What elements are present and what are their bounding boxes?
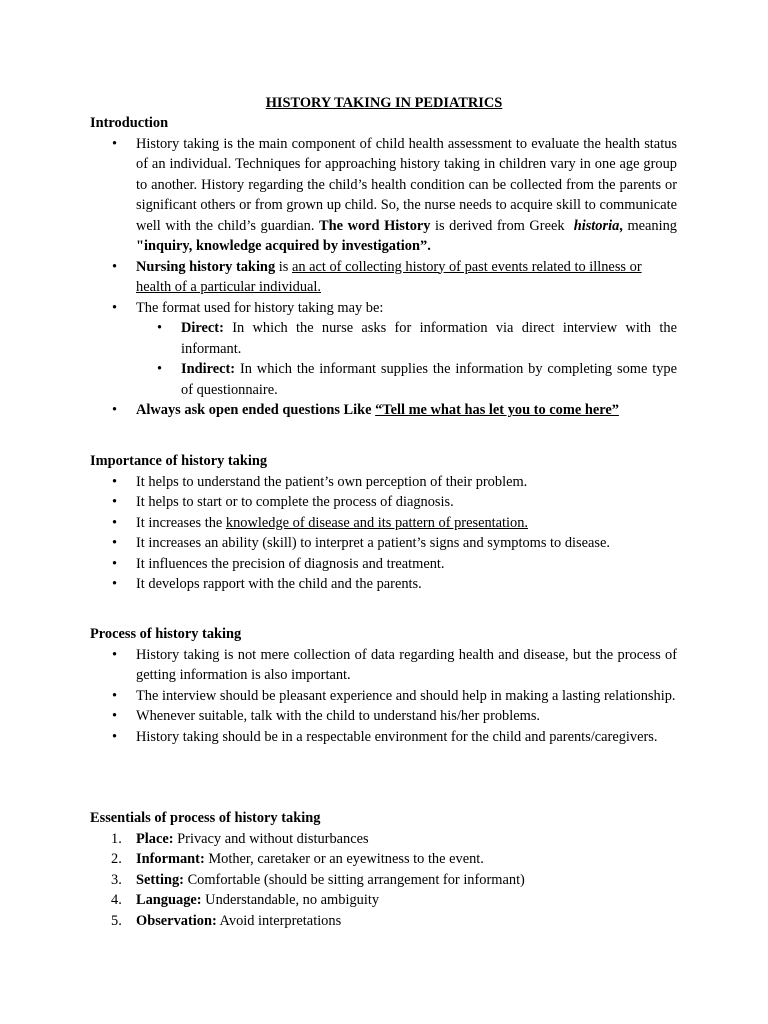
nursing-history-term: Nursing history taking: [136, 258, 276, 275]
process-text: History taking is not mere collection of data regarding health and disease, but the process of getting information is also important.: [136, 646, 677, 683]
importance-text: It increases an ability (skill) to interpret a patient’s signs and symptoms to disease.: [136, 535, 610, 551]
format-text: The format used for history taking may be:: [136, 299, 384, 316]
item-number: 1.: [111, 830, 122, 847]
list-item: [90, 533, 677, 554]
importance-list: [90, 472, 677, 595]
list-item: [90, 686, 677, 707]
importance-text: It influences the precision of diagnosis and treatment.: [136, 555, 445, 572]
intro-quote: "inquiry, knowledge acquired by investigation”.: [136, 238, 431, 254]
process-text: History taking should be in a respectable environment for the child and parents/caregivers.: [136, 728, 658, 745]
intro-bold-term: The word History: [319, 217, 431, 234]
page-title: HISTORY TAKING IN PEDIATRICS: [265, 95, 503, 111]
importance-underlined: knowledge of disease and its pattern of presentation.: [225, 514, 529, 531]
bullet-icon: •: [112, 687, 118, 704]
list-item: [90, 645, 677, 686]
bullet-icon: •: [112, 576, 118, 592]
importance-heading: Importance of history taking: [90, 453, 268, 469]
process-text: Whenever suitable, talk with the child to understand his/her problems.: [136, 708, 541, 724]
essential-text: Understandable, no ambiguity: [201, 892, 380, 908]
indirect-text: In which the informant supplies the information by completing some type of questionnaire.: [181, 361, 677, 398]
process-text: The interview should be pleasant experience and should help in making a lasting relationship.: [136, 687, 676, 704]
essential-text: Comfortable (should be sitting arrangement for informant): [183, 871, 525, 888]
essentials-heading: Essentials of process of history taking: [90, 810, 321, 826]
list-item: [90, 706, 677, 727]
bullet-icon: •: [112, 473, 118, 490]
item-number: 5.: [111, 912, 122, 929]
bullet-icon: •: [157, 361, 163, 377]
sub-list-item: [90, 318, 677, 359]
bullet-icon: •: [112, 494, 118, 510]
bullet-icon: •: [112, 646, 118, 663]
introduction-list: [90, 134, 677, 421]
item-number: 3.: [111, 871, 122, 888]
process-list: [90, 645, 677, 748]
list-item: [90, 574, 677, 595]
direct-label: Direct:: [181, 320, 224, 336]
list-item: [90, 298, 677, 319]
list-item: [90, 870, 677, 891]
bullet-icon: •: [112, 728, 118, 745]
essential-label: Setting:: [136, 871, 184, 888]
essential-label: Informant:: [136, 851, 205, 867]
essential-label: Place:: [136, 830, 174, 847]
intro-text: History taking is the main component of child health assessment to evaluate the health status of an individual. Techniques for approaching history taking in children vary in one age group to another. History regarding the child’s health condition can be collected from the parents or significant others or from grown up child. So, the nurse needs to acquire skill to communicate well with the child’s guardian.: [136, 135, 677, 234]
list-item: [90, 829, 677, 850]
essential-text: Privacy and without disturbances: [173, 830, 369, 847]
open-questions-text: Always ask open ended questions Like: [136, 402, 376, 418]
direct-text: In which the nurse asks for information via direct interview with the informant.: [181, 320, 677, 357]
list-item: [90, 911, 677, 932]
importance-text: It helps to start or to complete the process of diagnosis.: [136, 494, 454, 510]
process-heading: Process of history taking: [90, 626, 242, 642]
bullet-icon: •: [112, 402, 118, 418]
introduction-heading: Introduction: [90, 115, 169, 131]
bullet-icon: •: [112, 514, 118, 531]
bullet-icon: •: [112, 258, 118, 275]
intro-text: meaning: [622, 217, 677, 234]
essential-label: Observation:: [136, 912, 217, 929]
item-number: 4.: [111, 892, 122, 908]
essential-label: Language:: [136, 892, 202, 908]
list-item: [90, 257, 677, 298]
bullet-icon: •: [112, 135, 118, 152]
intro-greek-term: historia: [573, 217, 620, 234]
list-item: [90, 472, 677, 493]
process-section: [90, 624, 677, 747]
nursing-history-definition: an act of collecting history of past events related to illness or health of a particular individual.: [136, 258, 642, 295]
bullet-icon: •: [112, 708, 118, 724]
list-item: [90, 554, 677, 575]
intro-text: is derived from Greek: [430, 217, 570, 234]
importance-text: It develops rapport with the child and the parents.: [136, 576, 422, 592]
essential-text: Avoid interpretations: [216, 912, 342, 929]
sub-list-item: [90, 359, 677, 400]
item-number: 2.: [111, 851, 122, 867]
bullet-icon: •: [112, 555, 118, 572]
indirect-label: Indirect:: [181, 361, 236, 377]
list-item: [90, 134, 677, 257]
list-item: [90, 492, 677, 513]
list-item: [90, 727, 677, 748]
essentials-list: [90, 829, 677, 932]
bullet-icon: •: [112, 299, 118, 316]
essential-text: Mother, caretaker or an eyewitness to the event.: [204, 851, 484, 867]
list-item: [90, 513, 677, 534]
essentials-section: [90, 808, 677, 931]
bullet-icon: •: [157, 320, 163, 336]
importance-text: It increases the: [136, 514, 226, 531]
importance-text: It helps to understand the patient’s own perception of their problem.: [136, 473, 528, 490]
list-item: [90, 400, 677, 421]
intro-text: is: [275, 258, 292, 275]
bullet-icon: •: [112, 535, 118, 551]
intro-comma: ,: [619, 217, 623, 234]
open-questions-quote: “Tell me what has let you to come here”: [375, 402, 619, 418]
introduction-section: [90, 113, 677, 421]
list-item: [90, 849, 677, 870]
importance-section: [90, 451, 677, 595]
list-item: [90, 890, 677, 911]
